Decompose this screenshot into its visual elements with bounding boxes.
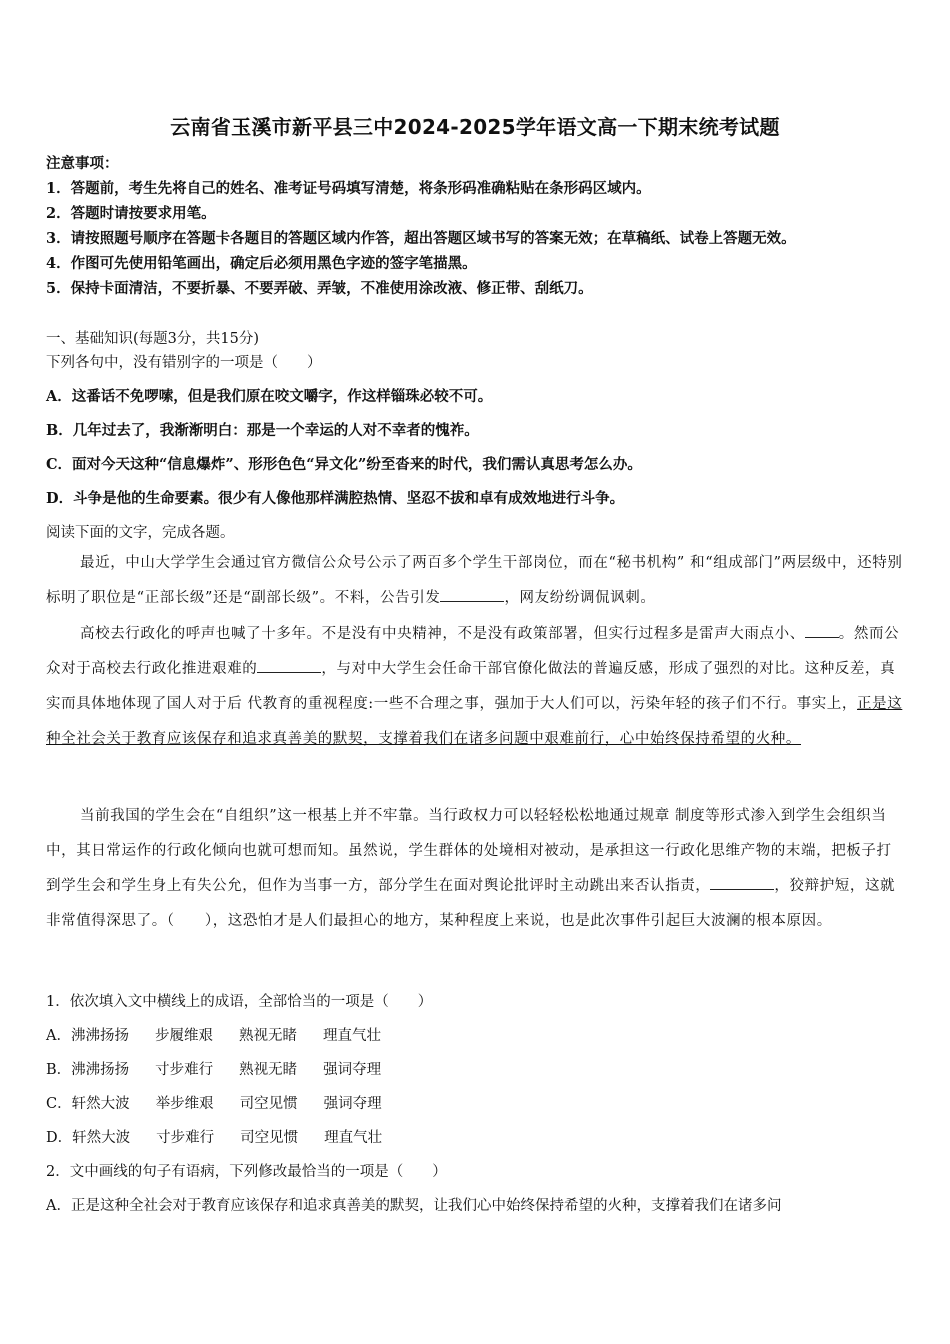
option-d: D．斗争是他的生命要素。很少有人像他那样满腔热情、坚忍不拔和卓有成效地进行斗争。 <box>46 490 625 507</box>
section-heading: 一、基础知识(每题3分，共15分) <box>46 331 259 347</box>
fill-blank <box>805 623 839 638</box>
question-stem: 下列各句中，没有错别字的一项是（ ） <box>46 355 322 371</box>
question-2-stem: 2．文中画线的句子有语病，下列修改最恰当的一项是（ ） <box>46 1164 447 1180</box>
underlined-sentence: 正是这种全社会关于教育应该保存和追求真善美的默契，支撑着我们在诸多问题中艰难前行，心中始终保持希望的火种。 <box>46 696 903 747</box>
notice-item: 3．请按照题号顺序在答题卡各题目的答题区域内作答，超出答题区域书写的答案无效；在草稿纸、试卷上答题无效。 <box>46 230 796 247</box>
notice-item: 1．答题前，考生先将自己的姓名、准考证号码填写清楚，将条形码准确粘贴在条形码区域内。 <box>46 180 651 197</box>
reading-paragraph-3: 当前我国的学生会在“自组织”这一根基上并不牢靠。当行政权力可以轻轻松松地通过规章 制度等形式渗入到学生会组织当中，其日常运作的行政化倾向也就可想而知。虽然说，学生群体的处境相对被动，是承担这一行政化思维产物的末端，把板子打到学生会和学生身上有失公允，但作为当事一方，部分学生在面对舆论批评时主动跳出来否认指责， ，狡辩护短，这就非常值得深思了。（ ），这恐怕才是人们最担心的地方，某种程度上来说，也是此次事件引起巨大波澜的根本原因。 <box>46 808 896 929</box>
q2-option-a: A．正是这种全社会对于教育应该保存和追求真善美的默契，让我们心中始终保持希望的火种，支撑着我们在诸多问 <box>46 1198 782 1214</box>
fill-blank <box>257 658 321 673</box>
notice-item: 5．保持卡面清洁，不要折暴、不要弄破、弄皱，不准使用涂改液、修正带、刮纸刀。 <box>46 280 593 297</box>
fill-blank <box>710 875 774 890</box>
question-1-stem: 1．依次填入文中横线上的成语，全部恰当的一项是（ ） <box>46 994 433 1010</box>
option-a: A．这番话不免啰嗦，但是我们原在咬文嚼字，作这样锱珠必较不可。 <box>46 388 493 405</box>
notice-item: 2．答题时请按要求用笔。 <box>46 205 216 222</box>
reading-paragraph-1: 最近，中山大学学生会通过官方微信公众号公示了两百多个学生干部岗位，而在“秘书机构” 和“组成部门”两层级中，还特别标明了职位是“正部长级”还是“副部长级”。不料，公告引发 ，网友纷纷调侃讽刺。 <box>46 555 903 606</box>
fill-blank <box>440 587 504 602</box>
q1-option-b: B．沸沸扬扬 寸步难行 熟视无睹 强词夺理 <box>46 1062 382 1078</box>
reading-paragraph-2: 高校去行政化的呼声也喊了十多年。不是没有中央精神，不是没有政策部署，但实行过程多是雷声大雨点小、 。然而公众对于高校去行政化推进艰难的 ，与对中大学生会任命干部官僚化做法的普遍反感，形成了强烈的对比。这种反差，真实而具体地体现了国人对于后 代教育的重视程度:一些不合理之事，强加于大人们可以，污染年轻的孩子们不行。事实上，正是这种全社会关于教育应该保存和追求真善美的默契，支撑着我们在诸多问题中艰难前行，心中始终保持希望的火种。 <box>46 617 906 757</box>
notice-item: 4．作图可先使用铅笔画出，确定后必须用黑色字迹的签字笔描黑。 <box>46 255 477 272</box>
q1-option-c: C．轩然大波 举步维艰 司空见惯 强词夺理 <box>46 1096 382 1112</box>
option-c: C．面对今天这种“信息爆炸”、形形色色“异文化”纷至沓来的时代，我们需认真思考怎么办。 <box>46 456 642 473</box>
notice-heading: 注意事项： <box>46 155 119 172</box>
page-title: 云南省玉溪市新平县三中2024-2025学年语文高一下期末统考试题 <box>170 115 780 139</box>
option-b: B．几年过去了，我渐渐明白：那是一个幸运的人对不幸者的愧祚。 <box>46 422 479 439</box>
q1-option-a: A．沸沸扬扬 步履维艰 熟视无睹 理直气壮 <box>46 1028 381 1044</box>
reading-intro: 阅读下面的文字，完成各题。 <box>46 525 235 541</box>
q1-option-d: D．轩然大波 寸步难行 司空见惯 理直气壮 <box>46 1130 383 1146</box>
